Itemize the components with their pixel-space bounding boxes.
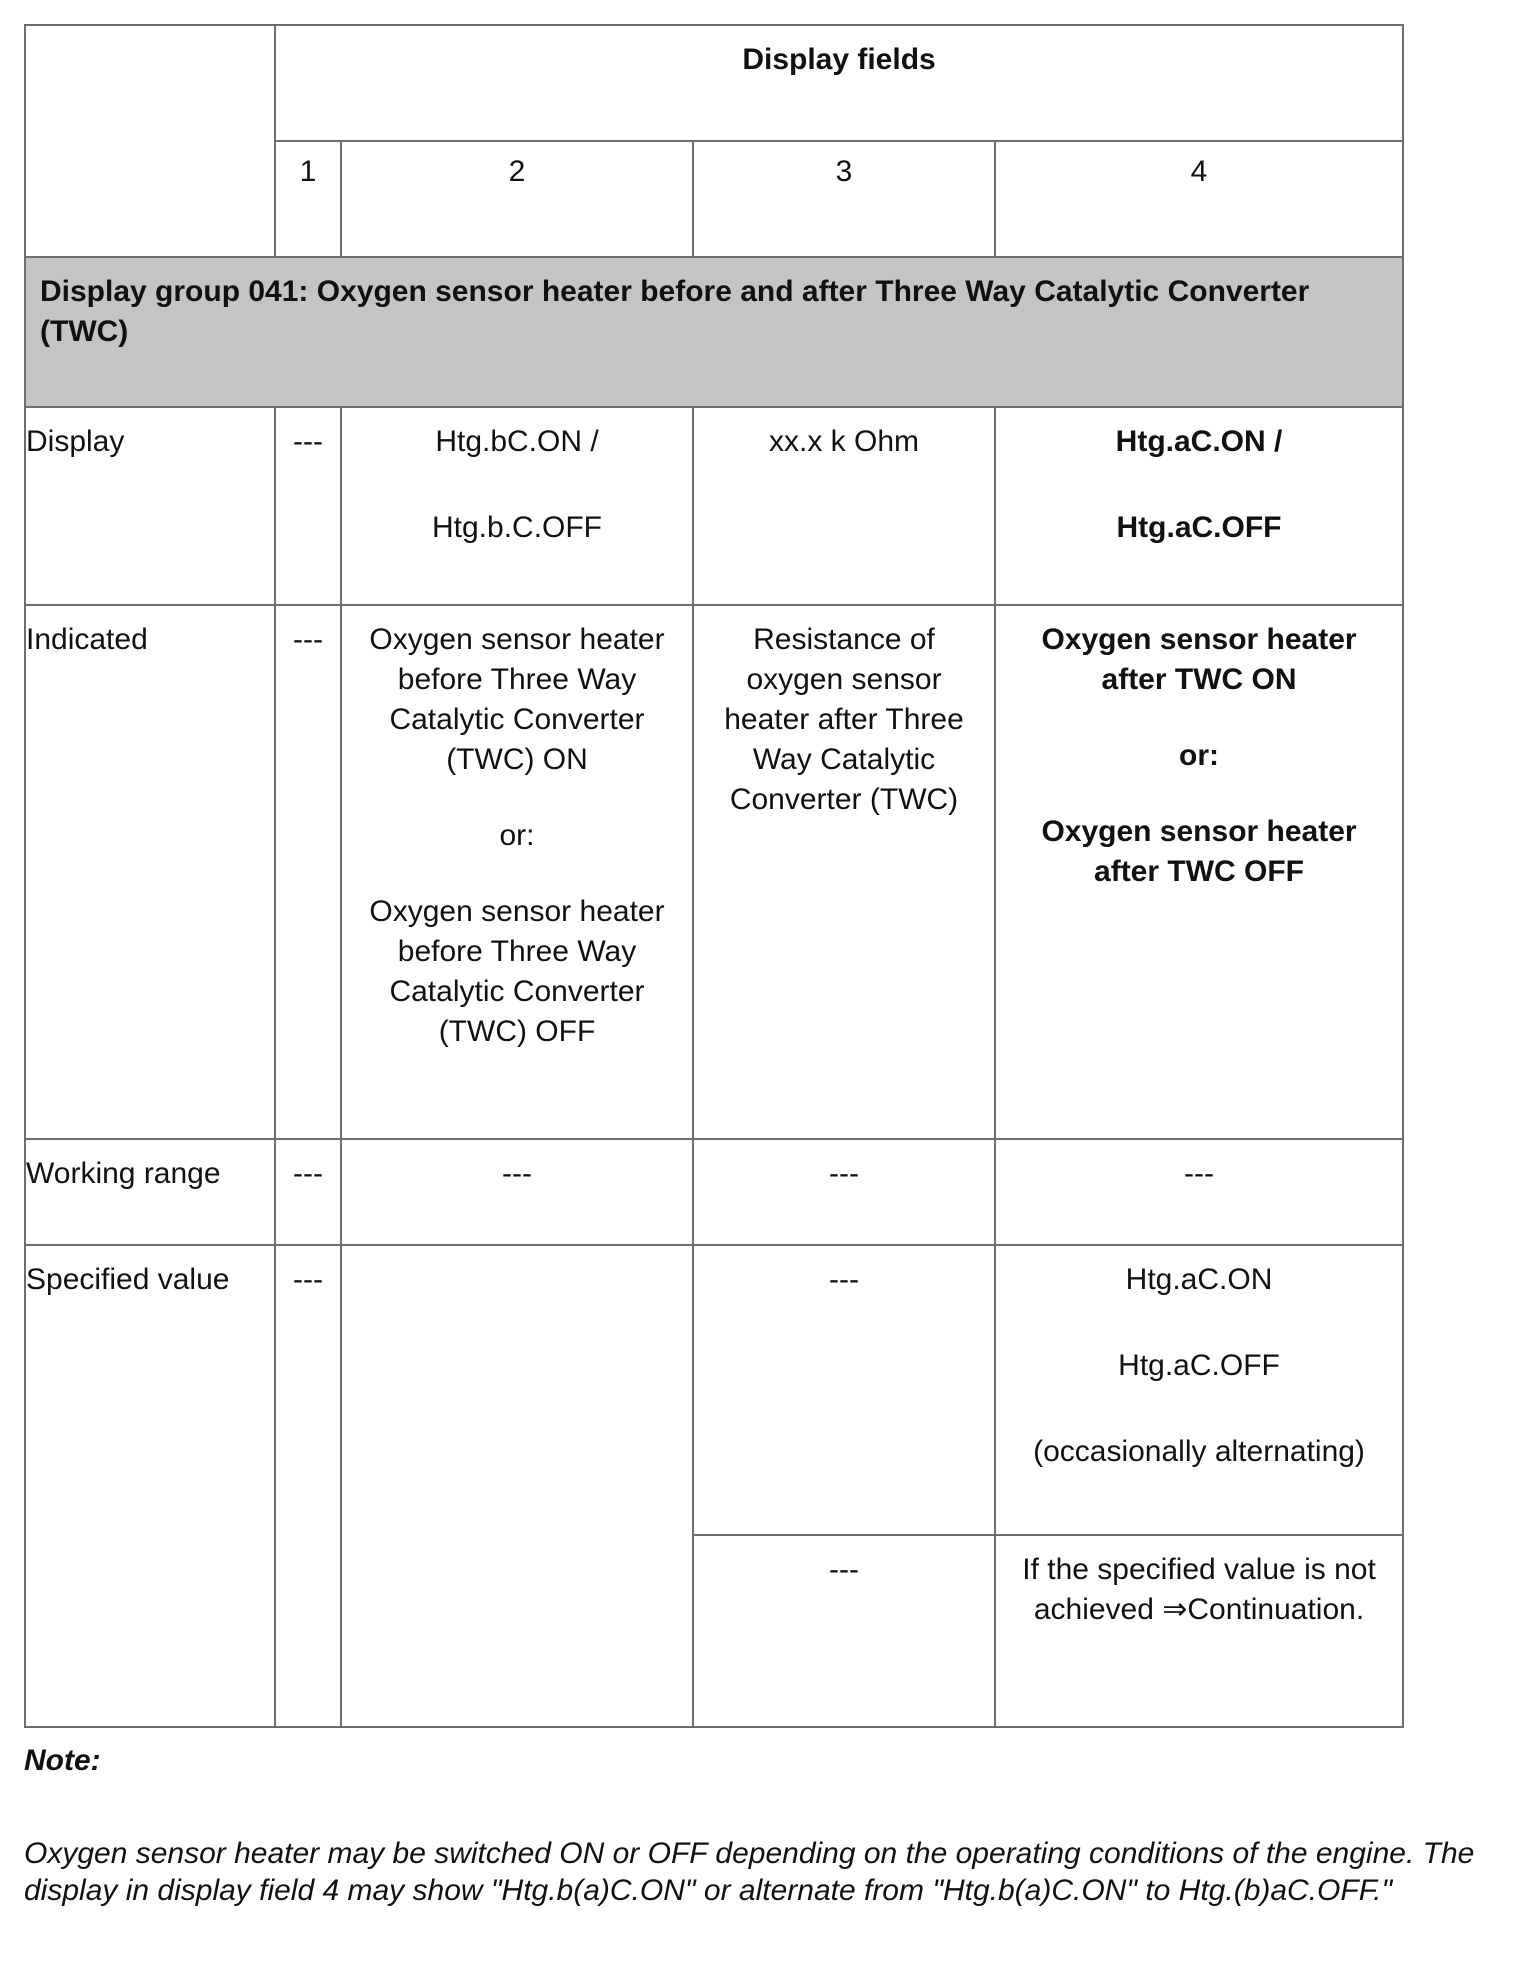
display-field-2 bbox=[341, 407, 693, 605]
note-text: Oxygen sensor heater may be switched ON or OFF depending on the operating conditions of the engine. The display in display field 4 may show "Htg.b(a)C.ON" or alternate from "Htg.b(a)C.ON" to Htg.(b)aC.OFF." bbox=[24, 1837, 1475, 1907]
specified-value-alternating: (occasionally alternating) bbox=[1033, 1435, 1365, 1468]
field-3-heading: 3 bbox=[693, 141, 995, 257]
continuation-field-4: If the specified value is not achieved ⇒Continuation. bbox=[995, 1535, 1403, 1727]
specified-value-off: Htg.aC.OFF bbox=[1118, 1349, 1280, 1382]
display-group-title: Display group 041: Oxygen sensor heater before and after Three Way Catalytic Converter (TWC) bbox=[25, 257, 1403, 407]
display-field-4-off: Htg.aC.OFF bbox=[1116, 511, 1282, 544]
row-label-display: Display bbox=[25, 407, 275, 605]
indicated-field-4 bbox=[995, 605, 1403, 1139]
header-corner-cell bbox=[25, 25, 275, 257]
indicated-field-4-off: Oxygen sensor heater after TWC OFF bbox=[1041, 815, 1357, 888]
working-range-field-3: --- bbox=[693, 1139, 995, 1245]
indicated-field-2 bbox=[341, 605, 693, 1139]
field-2-heading: 2 bbox=[341, 141, 693, 257]
working-range-field-1: --- bbox=[275, 1139, 341, 1245]
display-group-table bbox=[24, 24, 1404, 1728]
specified-value-field-1: --- bbox=[275, 1245, 341, 1727]
row-label-indicated: Indicated bbox=[25, 605, 275, 1139]
display-field-4 bbox=[995, 407, 1403, 605]
display-field-2-off: Htg.b.C.OFF bbox=[431, 511, 603, 544]
display-field-3: xx.x k Ohm bbox=[693, 407, 995, 605]
specified-value-field-2 bbox=[341, 1245, 693, 1727]
row-label-specified-value: Specified value bbox=[25, 1245, 275, 1727]
display-field-4-on: Htg.aC.ON / bbox=[1115, 425, 1283, 458]
display-fields-heading: Display fields bbox=[275, 25, 1403, 141]
working-range-field-2: --- bbox=[341, 1139, 693, 1245]
field-4-heading: 4 bbox=[995, 141, 1403, 257]
specified-value-on: Htg.aC.ON bbox=[1125, 1263, 1273, 1296]
display-field-1: --- bbox=[275, 407, 341, 605]
continuation-field-3: --- bbox=[693, 1535, 995, 1727]
note-title: Note: bbox=[24, 1744, 101, 1777]
indicated-field-1: --- bbox=[275, 605, 341, 1139]
display-field-2-on: Htg.bC.ON / bbox=[435, 425, 599, 458]
indicated-field-2-on: Oxygen sensor heater before Three Way Catalytic Converter (TWC) ON bbox=[369, 623, 665, 776]
working-range-field-4: --- bbox=[995, 1139, 1403, 1245]
field-1-heading: 1 bbox=[275, 141, 341, 257]
indicated-field-4-on: Oxygen sensor heater after TWC ON bbox=[1041, 623, 1357, 696]
indicated-field-2-or: or: bbox=[499, 819, 535, 852]
indicated-field-3: Resistance of oxygen sensor heater after Three Way Catalytic Converter (TWC) bbox=[693, 605, 995, 1139]
specified-value-field-3: --- bbox=[693, 1245, 995, 1535]
specified-value-field-4 bbox=[995, 1245, 1403, 1535]
row-label-working-range: Working range bbox=[25, 1139, 275, 1245]
indicated-field-4-or: or: bbox=[1179, 739, 1220, 772]
indicated-field-2-off: Oxygen sensor heater before Three Way Catalytic Converter (TWC) OFF bbox=[369, 895, 665, 1048]
